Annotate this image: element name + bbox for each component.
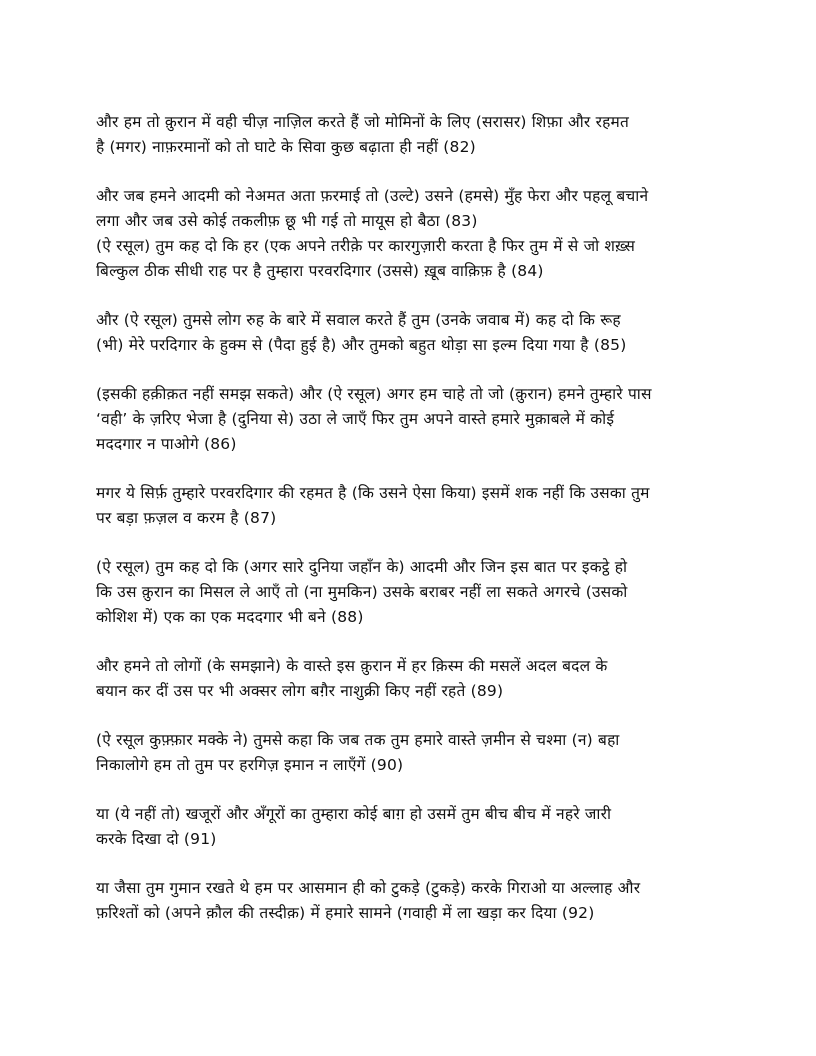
text-line: बिल्कुल ठीक सीधी राह पर है तुम्हारा परवरदिगार (उससे) ख़ूब वाक़िफ़ है (84) [96, 262, 544, 280]
paragraph-verse-92 [96, 876, 720, 926]
paragraph-verse-89 [96, 654, 720, 704]
paragraph-verse-88 [96, 555, 720, 630]
paragraph-spacer [96, 630, 720, 654]
text-line: और (ऐ रसूल) तुमसे लोग रुह के बारे में सवाल करते हैं तुम (उनके जवाब में) कह दो कि रूह [96, 311, 621, 329]
text-line: है (मगर) नाफ़रमानों को तो घाटे के सिवा कुछ बढ़ाता ही नहीं (82) [96, 138, 476, 156]
paragraph-verse-86 [96, 382, 720, 457]
paragraph-spacer [96, 457, 720, 481]
text-line: (ऐ रसूल) तुम कह दो कि (अगर सारे दुनिया जहाँन के) आदमी और जिन इस बात पर इकट्ठे हो [96, 558, 628, 576]
text-line: या (ये नहीं तो) खजूरों और अँगूरों का तुम्हारा कोई बाग़ हो उसमें तुम बीच बीच में नहरे जारी [96, 805, 612, 823]
text-line: मददगार न पाओगे (86) [96, 435, 237, 453]
paragraph-spacer [96, 778, 720, 802]
text-line: ‘वही’ के ज़रिए भेजा है (दुनिया से) उठा ले जाएँ फिर तुम अपने वास्ते हमारे मुक़ाबले में कोई [96, 410, 615, 428]
document-page [96, 110, 720, 926]
text-line: या जैसा तुम गुमान रखते थे हम पर आसमान ही को टुकड़े (टुकड़े) करके गिराओ या अल्लाह और [96, 879, 641, 897]
text-line: (इसकी हक़ीक़त नहीं समझ सकते) और (ऐ रसूल) अगर हम चाहे तो जो (क़ुरान) हमने तुम्हारे पास [96, 385, 652, 403]
paragraph-verse-91 [96, 802, 720, 852]
paragraph-verse-90 [96, 728, 720, 778]
text-line: करके दिखा दो (91) [96, 830, 217, 848]
text-line: और हमने तो लोगों (के समझाने) के वास्ते इस क़ुरान में हर क़िस्म की मसलें अदल बदल के [96, 657, 608, 675]
paragraph-spacer [96, 531, 720, 555]
paragraph-spacer [96, 852, 720, 876]
text-line: (ऐ रसूल कुफ़्फ़ार मक्के ने) तुमसे कहा कि जब तक तुम हमारे वास्ते ज़मीन से चश्मा (न) बहा [96, 731, 620, 749]
text-line: (ऐ रसूल) तुम कह दो कि हर (एक अपने तरीक़े पर कारगुज़ारी करता है फिर तुम में से जो शख़्स [96, 237, 636, 255]
text-line: पर बड़ा फ़ज़ल व करम है (87) [96, 509, 277, 527]
text-line: कि उस क़ुरान का मिसल ले आएँ तो (ना मुमकिन) उसके बराबर नहीं ला सकते अगरचे (उसको [96, 583, 628, 601]
paragraph-spacer [96, 358, 720, 382]
paragraph-verse-82 [96, 110, 720, 160]
text-line: (भी) मेरे परदिगार के हुक्म से (पैदा हुई है) और तुमको बहुत थोड़ा सा इल्म दिया गया है (85) [96, 336, 627, 354]
paragraph-spacer [96, 704, 720, 728]
text-line: फ़रिश्तों को (अपने क़ौल की तस्दीक़) में हमारे सामने (गवाही में ला खड़ा कर दिया (92) [96, 904, 595, 922]
text-line: और जब हमने आदमी को नेअमत अता फ़रमाई तो (उल्टे) उसने (हमसे) मुँह फेरा और पहलू बचाने [96, 187, 649, 205]
text-line: और हम तो क़ुरान में वही चीज़ नाज़िल करते हैं जो मोमिनों के लिए (सरासर) शिफ़ा और रहमत [96, 113, 630, 131]
paragraph-verse-83 [96, 184, 720, 234]
paragraph-spacer [96, 284, 720, 308]
text-line: मगर ये सिर्फ़ तुम्हारे परवरदिगार की रहमत है (कि उसने ऐसा किया) इसमें शक नहीं कि उसका तुम [96, 484, 650, 502]
paragraph-verse-87 [96, 481, 720, 531]
text-line: बयान कर दीं उस पर भी अक्सर लोग बग़ैर नाशुक्री किए नहीं रहते (89) [96, 682, 504, 700]
paragraph-verse-85 [96, 308, 720, 358]
paragraph-verse-84 [96, 234, 720, 284]
text-line: कोशिश में) एक का एक मददगार भी बने (88) [96, 608, 364, 626]
text-line: निकालोगे हम तो तुम पर हरगिज़ इमान न लाएँगें (90) [96, 756, 404, 774]
paragraph-spacer [96, 160, 720, 184]
text-line: लगा और जब उसे कोई तकलीफ़ छू भी गई तो मायूस हो बैठा (83) [96, 212, 478, 230]
